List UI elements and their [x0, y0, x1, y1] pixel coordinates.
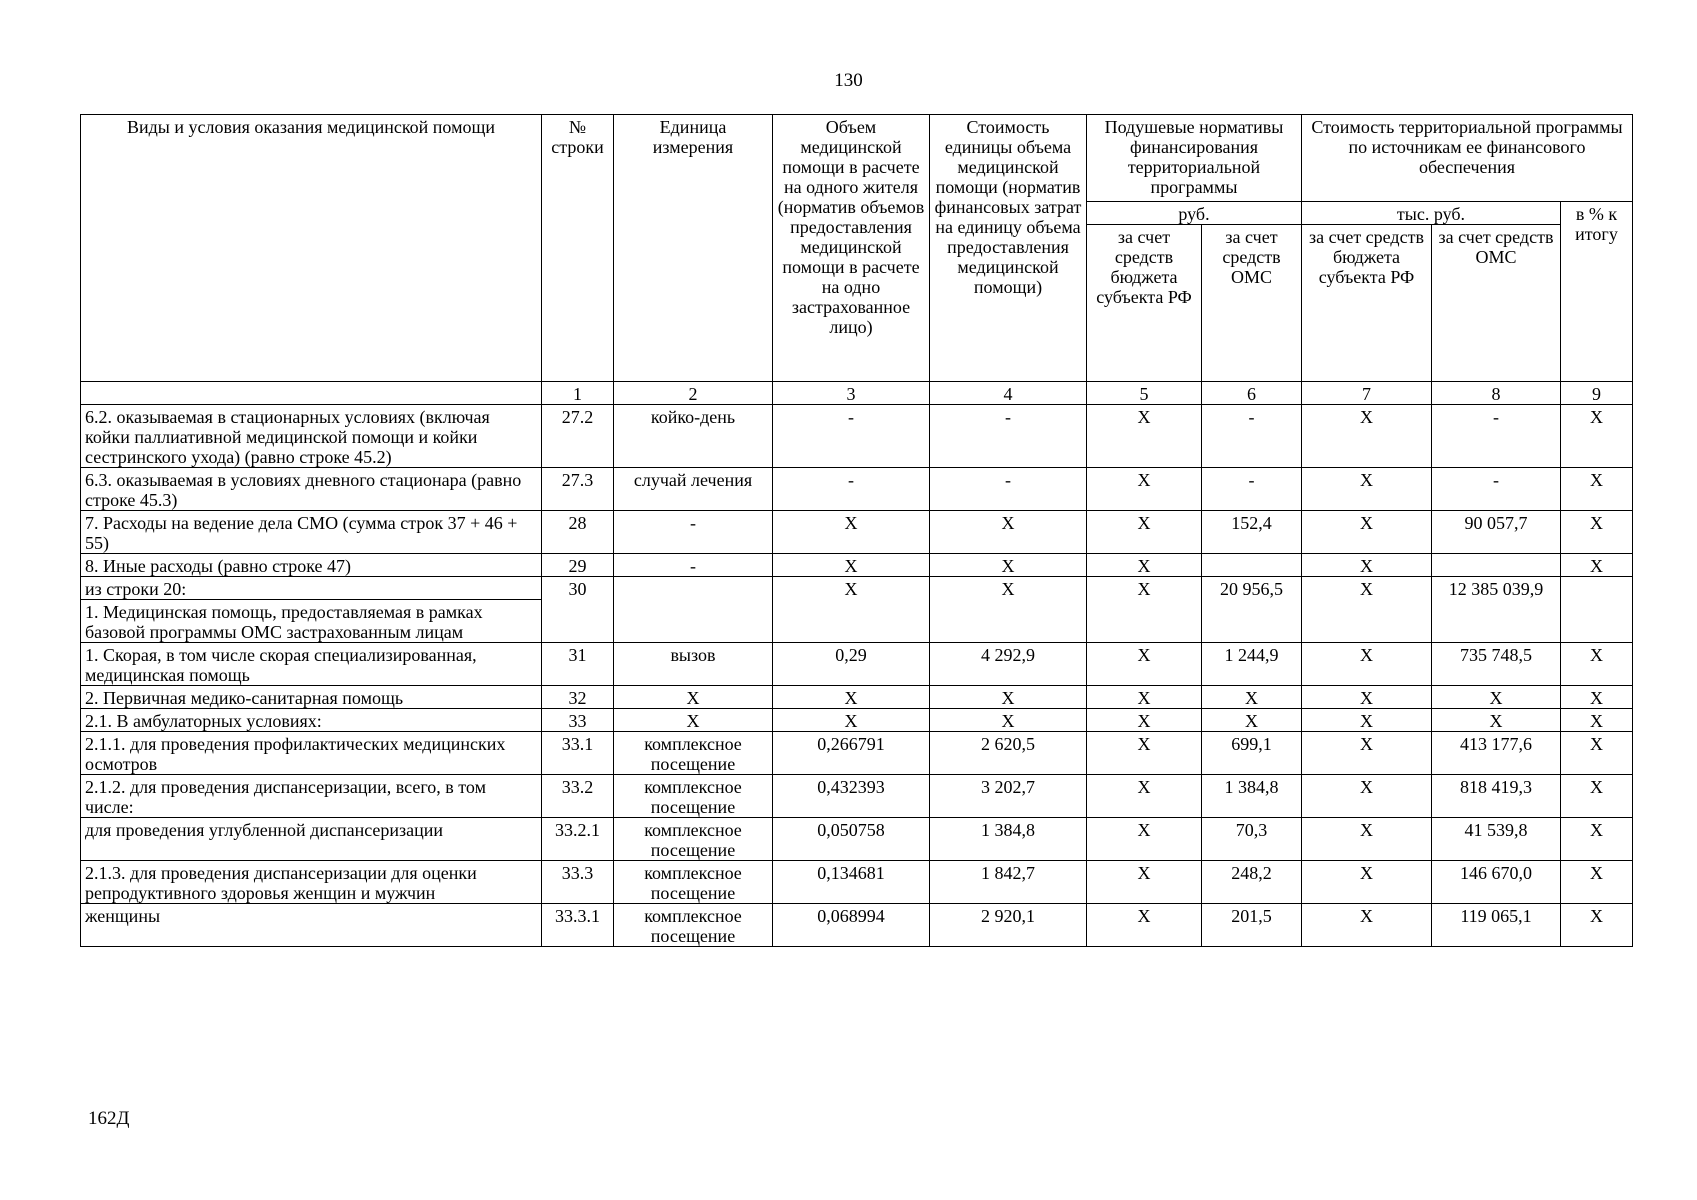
header-cost: Стоимость единицы объема медицинской помощи (норматив финансовых затрат на единицу объема предоставления медицинской помощи): [930, 115, 1087, 382]
cell: -: [1432, 405, 1561, 468]
row-name: 1. Скорая, в том числе скорая специализированная, медицинская помощь: [81, 643, 542, 686]
cell: X: [1087, 775, 1202, 818]
col-number: 5: [1087, 382, 1202, 405]
cell: 146 670,0: [1432, 861, 1561, 904]
cell: X: [1302, 861, 1432, 904]
table-row: [81, 554, 1633, 577]
col-number: 4: [930, 382, 1087, 405]
table-row: [81, 861, 1633, 904]
cell: 12 385 039,9: [1432, 577, 1561, 643]
cell: 0,134681: [773, 861, 930, 904]
row-unit: комплексное посещение: [614, 861, 773, 904]
row-name: 2.1.2. для проведения диспансеризации, всего, в том числе:: [81, 775, 542, 818]
row-name: 2. Первичная медико-санитарная помощь: [81, 686, 542, 709]
cell: 413 177,6: [1432, 732, 1561, 775]
cell: X: [1561, 468, 1633, 511]
header-unit: Единица измерения: [614, 115, 773, 382]
row-name: 8. Иные расходы (равно строке 47): [81, 554, 542, 577]
row-no: 33.2.1: [542, 818, 614, 861]
row-name: 6.3. оказываемая в условиях дневного стационара (равно строке 45.3): [81, 468, 542, 511]
header-type: Виды и условия оказания медицинской помощи: [81, 115, 542, 382]
header-oms: за счет средств ОМС: [1202, 225, 1302, 382]
cell: X: [773, 554, 930, 577]
cell: X: [773, 511, 930, 554]
page-number: 130: [834, 70, 863, 91]
cell: X: [1561, 732, 1633, 775]
cell: 735 748,5: [1432, 643, 1561, 686]
cell: 3 202,7: [930, 775, 1087, 818]
col-number: 1: [542, 382, 614, 405]
cell: X: [1561, 554, 1633, 577]
cell: X: [1087, 643, 1202, 686]
cell: X: [1432, 709, 1561, 732]
cell: [1561, 577, 1633, 643]
cell: 4 292,9: [930, 643, 1087, 686]
header-volume: Объем медицинской помощи в расчете на одного жителя (норматив объемов предоставления медицинской помощи в расчете на одно застрахованное лицо): [773, 115, 930, 382]
column-numbers-row: [81, 382, 1633, 405]
row-unit: комплексное посещение: [614, 904, 773, 947]
cell: -: [1202, 405, 1302, 468]
cell: -: [1432, 468, 1561, 511]
table-row: [81, 732, 1633, 775]
cell: X: [773, 686, 930, 709]
cell: -: [773, 468, 930, 511]
cell: 41 539,8: [1432, 818, 1561, 861]
cell: 2 620,5: [930, 732, 1087, 775]
header-rub: руб.: [1087, 202, 1302, 225]
header-budget-rf-2: за счет средств бюджета субъекта РФ: [1302, 225, 1432, 382]
col-number: 8: [1432, 382, 1561, 405]
row-name: для проведения углубленной диспансеризации: [81, 818, 542, 861]
cell: X: [1302, 732, 1432, 775]
cell: -: [930, 468, 1087, 511]
row-no: 31: [542, 643, 614, 686]
cell: X: [1302, 554, 1432, 577]
cell: X: [1561, 405, 1633, 468]
row-unit: комплексное посещение: [614, 732, 773, 775]
cell: 818 419,3: [1432, 775, 1561, 818]
cell: 0,068994: [773, 904, 930, 947]
table-row: [81, 775, 1633, 818]
cell: X: [1087, 686, 1202, 709]
col-number: 6: [1202, 382, 1302, 405]
header-program-cost: Стоимость территориальной программы по источникам ее финансового обеспечения: [1302, 115, 1633, 202]
cell: 119 065,1: [1432, 904, 1561, 947]
cell: X: [1302, 405, 1432, 468]
row-no: 29: [542, 554, 614, 577]
cell: X: [930, 577, 1087, 643]
cell: X: [1302, 904, 1432, 947]
header-percapita: Подушевые нормативы финансирования территориальной программы: [1087, 115, 1302, 202]
cell: X: [1561, 861, 1633, 904]
row-no: 27.2: [542, 405, 614, 468]
cell: 1 384,8: [930, 818, 1087, 861]
cell: X: [1561, 709, 1633, 732]
row-unit: [614, 577, 773, 643]
row-no: 27.3: [542, 468, 614, 511]
cell: X: [1561, 511, 1633, 554]
cell: X: [1302, 818, 1432, 861]
table-row: [81, 904, 1633, 947]
cell: [1432, 554, 1561, 577]
cell: X: [1432, 686, 1561, 709]
row-no: 30: [542, 577, 614, 643]
cell: 90 057,7: [1432, 511, 1561, 554]
cell: X: [1561, 904, 1633, 947]
cell: X: [1087, 468, 1202, 511]
cell: X: [1202, 686, 1302, 709]
financing-table: [80, 114, 1633, 947]
cell: [1202, 554, 1302, 577]
cell: X: [930, 554, 1087, 577]
cell: X: [1561, 686, 1633, 709]
cell: X: [1087, 511, 1202, 554]
row-unit: X: [614, 709, 773, 732]
row-unit: комплексное посещение: [614, 775, 773, 818]
col-number: 3: [773, 382, 930, 405]
row-unit: -: [614, 511, 773, 554]
cell: X: [1087, 904, 1202, 947]
cell: X: [1302, 643, 1432, 686]
row-name: 7. Расходы на ведение дела СМО (сумма строк 37 + 46 + 55): [81, 511, 542, 554]
cell: X: [1302, 511, 1432, 554]
cell: X: [1561, 818, 1633, 861]
cell: 20 956,5: [1202, 577, 1302, 643]
cell: 0,266791: [773, 732, 930, 775]
row-name: женщины: [81, 904, 542, 947]
row-unit: койко-день: [614, 405, 773, 468]
cell: X: [1087, 405, 1202, 468]
cell: X: [930, 686, 1087, 709]
cell: 0,050758: [773, 818, 930, 861]
table-row: [81, 818, 1633, 861]
footer-code: 162Д: [88, 1108, 130, 1129]
cell: 1 842,7: [930, 861, 1087, 904]
table-row: [81, 709, 1633, 732]
cell: 2 920,1: [930, 904, 1087, 947]
cell: -: [1202, 468, 1302, 511]
row-name: 2.1.3. для проведения диспансеризации для оценки репродуктивного здоровья женщин и мужчин: [81, 861, 542, 904]
cell: X: [1087, 818, 1202, 861]
row-no: 33.2: [542, 775, 614, 818]
row-name: из строки 20:: [81, 577, 542, 600]
table-row: [81, 577, 1633, 600]
cell: X: [1302, 577, 1432, 643]
row-name-sub: 1. Медицинская помощь, предоставляемая в рамках базовой программы ОМС застрахованным лицам: [81, 600, 542, 643]
header-budget-rf: за счет средств бюджета субъекта РФ: [1087, 225, 1202, 382]
cell: X: [1302, 709, 1432, 732]
cell: 248,2: [1202, 861, 1302, 904]
cell: 1 244,9: [1202, 643, 1302, 686]
header-percent: в % к итогу: [1561, 202, 1633, 382]
cell: 699,1: [1202, 732, 1302, 775]
cell: X: [1302, 468, 1432, 511]
row-no: 33.3: [542, 861, 614, 904]
row-unit: комплексное посещение: [614, 818, 773, 861]
cell: X: [1087, 861, 1202, 904]
cell: X: [1087, 554, 1202, 577]
cell: 1 384,8: [1202, 775, 1302, 818]
cell: X: [930, 511, 1087, 554]
row-name: 6.2. оказываемая в стационарных условиях (включая койки паллиативной медицинской помощи и койки сестринского ухода) (равно строке 45.2): [81, 405, 542, 468]
row-no: 32: [542, 686, 614, 709]
cell: X: [1302, 775, 1432, 818]
cell: 201,5: [1202, 904, 1302, 947]
row-no: 33.3.1: [542, 904, 614, 947]
col-number: 7: [1302, 382, 1432, 405]
cell: X: [1087, 709, 1202, 732]
table-row: [81, 643, 1633, 686]
cell: X: [773, 709, 930, 732]
cell: X: [1087, 732, 1202, 775]
row-no: 33: [542, 709, 614, 732]
row-name: 2.1. В амбулаторных условиях:: [81, 709, 542, 732]
row-no: 33.1: [542, 732, 614, 775]
header-oms-2: за счет средств ОМС: [1432, 225, 1561, 382]
table-row: [81, 511, 1633, 554]
row-unit: X: [614, 686, 773, 709]
row-unit: вызов: [614, 643, 773, 686]
cell: X: [773, 577, 930, 643]
row-unit: -: [614, 554, 773, 577]
cell: X: [1202, 709, 1302, 732]
cell: X: [1561, 775, 1633, 818]
cell: 70,3: [1202, 818, 1302, 861]
row-no: 28: [542, 511, 614, 554]
cell: -: [773, 405, 930, 468]
table-row: [81, 468, 1633, 511]
cell: X: [1561, 643, 1633, 686]
cell: X: [930, 709, 1087, 732]
cell: 152,4: [1202, 511, 1302, 554]
table-row: [81, 405, 1633, 468]
row-unit: случай лечения: [614, 468, 773, 511]
table-row: [81, 686, 1633, 709]
col-number: 2: [614, 382, 773, 405]
header-row-no: № строки: [542, 115, 614, 382]
col-number: 9: [1561, 382, 1633, 405]
header-thous-rub: тыс. руб.: [1302, 202, 1561, 225]
cell: 0,29: [773, 643, 930, 686]
cell: X: [1087, 577, 1202, 643]
row-name: 2.1.1. для проведения профилактических медицинских осмотров: [81, 732, 542, 775]
cell: X: [1302, 686, 1432, 709]
cell: 0,432393: [773, 775, 930, 818]
cell: -: [930, 405, 1087, 468]
